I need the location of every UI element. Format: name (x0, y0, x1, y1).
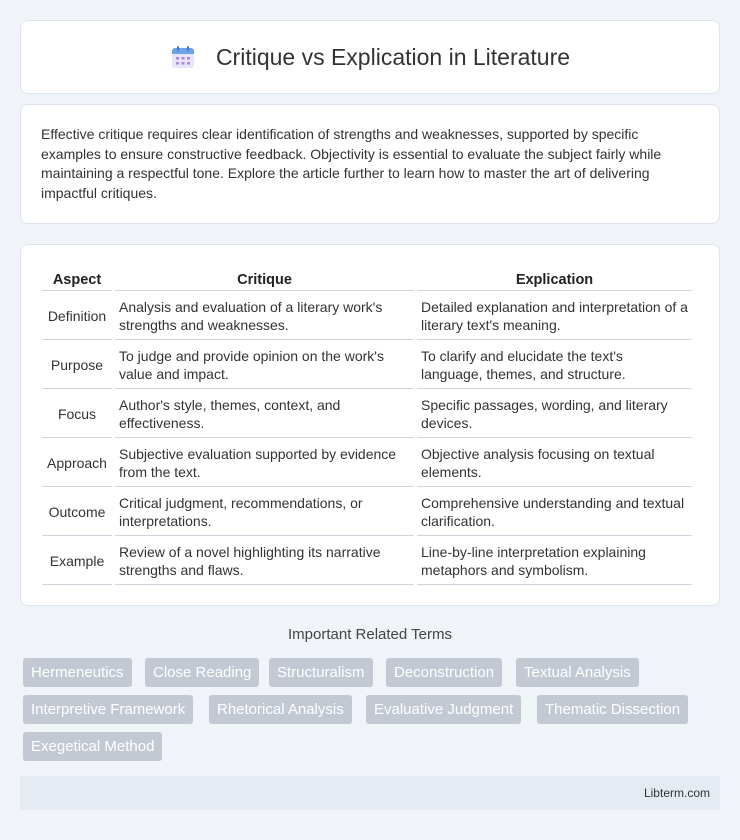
footer-site-link[interactable]: Libterm.com (643, 786, 710, 800)
term-tag-evaluative-judgment[interactable]: Evaluative Judgment (366, 695, 521, 724)
table-row (42, 293, 692, 340)
term-tag-rhetorical-analysis[interactable]: Rhetorical Analysis (209, 695, 352, 724)
column-header-aspect: Aspect (42, 267, 112, 291)
column-header-explication: Explication (417, 267, 692, 291)
term-tag-structuralism[interactable]: Structuralism (269, 658, 373, 687)
aspect-cell: Outcome (42, 489, 112, 536)
table-row (42, 489, 692, 536)
term-tag-deconstruction[interactable]: Deconstruction (386, 658, 502, 687)
comparison-table-card (20, 244, 720, 606)
intro-card (20, 104, 720, 224)
aspect-cell: Example (42, 538, 112, 585)
table-header-row (42, 267, 692, 291)
term-tag-exegetical-method[interactable]: Exegetical Method (23, 732, 162, 761)
aspect-cell: Definition (42, 293, 112, 340)
explication-cell: Detailed explanation and interpretation of a literary text's meaning. (417, 293, 692, 340)
term-tag-hermeneutics[interactable]: Hermeneutics (23, 658, 132, 687)
term-tag-interpretive-framework[interactable]: Interpretive Framework (23, 695, 193, 724)
table-row (42, 538, 692, 585)
column-header-critique: Critique (115, 267, 414, 291)
explication-cell: Line-by-line interpretation explaining metaphors and symbolism. (417, 538, 692, 585)
aspect-cell: Focus (42, 391, 112, 438)
table-row (42, 440, 692, 487)
term-tag-close-reading[interactable]: Close Reading (145, 658, 259, 687)
aspect-cell: Purpose (42, 342, 112, 389)
critique-cell: To judge and provide opinion on the work's value and impact. (115, 342, 414, 389)
critique-cell: Review of a novel highlighting its narrative strengths and flaws. (115, 538, 414, 585)
critique-cell: Author's style, themes, context, and effectiveness. (115, 391, 414, 438)
table-row (42, 391, 692, 438)
aspect-cell: Approach (42, 440, 112, 487)
intro-text: Effective critique requires clear identification of strengths and weaknesses, supported by specific examples to ensure constructive feedback. Objectivity is essential to evaluate the subject fairly while maintaining a respectful tone. Explore the article further to learn how to master the art of delivering impactful critiques. (41, 126, 662, 201)
footer (20, 776, 720, 810)
explication-cell: Objective analysis focusing on textual elements. (417, 440, 692, 487)
term-tag-textual-analysis[interactable]: Textual Analysis (516, 658, 639, 687)
critique-cell: Critical judgment, recommendations, or interpretations. (115, 489, 414, 536)
calendar-grid-icon (170, 44, 196, 70)
table-row (42, 342, 692, 389)
explication-cell: Comprehensive understanding and textual clarification. (417, 489, 692, 536)
comparison-table (39, 265, 695, 587)
page-title: Critique vs Explication in Literature (215, 43, 571, 70)
explication-cell: Specific passages, wording, and literary devices. (417, 391, 692, 438)
term-tag-thematic-dissection[interactable]: Thematic Dissection (537, 695, 688, 724)
critique-cell: Analysis and evaluation of a literary work's strengths and weaknesses. (115, 293, 414, 340)
related-terms-title: Important Related Terms (288, 626, 452, 643)
explication-cell: To clarify and elucidate the text's language, themes, and structure. (417, 342, 692, 389)
header-card (20, 20, 720, 94)
critique-cell: Subjective evaluation supported by evidence from the text. (115, 440, 414, 487)
